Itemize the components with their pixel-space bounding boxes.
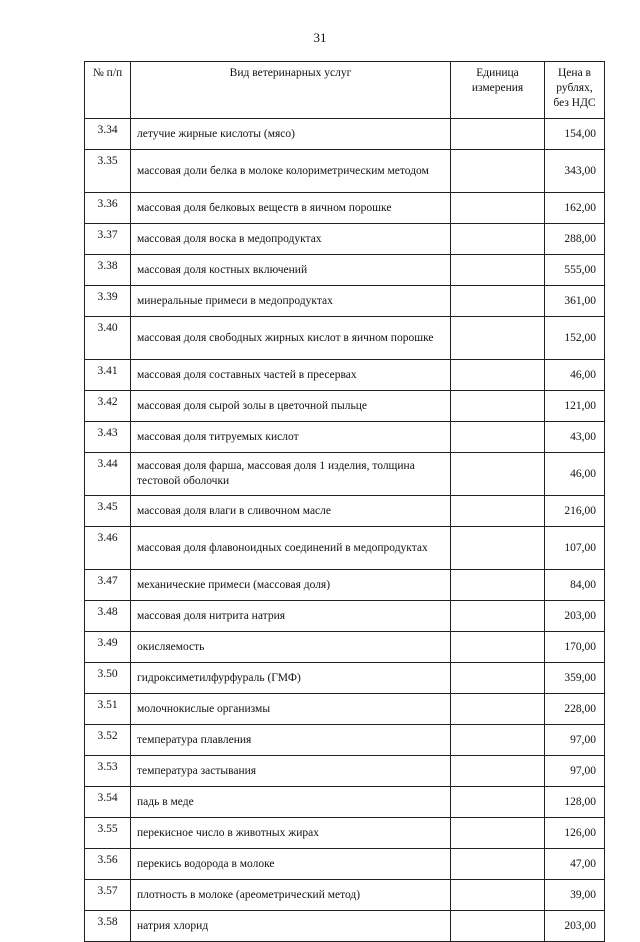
cell-name: массовая доля белковых веществ в яичном порошке	[131, 193, 451, 224]
table-row	[85, 496, 605, 527]
cell-unit	[451, 527, 545, 570]
table-row	[85, 150, 605, 193]
cell-price: 170,00	[545, 632, 605, 663]
cell-name: минеральные примеси в медопродуктах	[131, 286, 451, 317]
cell-unit	[451, 694, 545, 725]
cell-price: 46,00	[545, 453, 605, 496]
cell-price: 162,00	[545, 193, 605, 224]
cell-name: массовая доля нитрита натрия	[131, 601, 451, 632]
table-row	[85, 911, 605, 942]
cell-name: гидроксиметилфурфураль (ГМФ)	[131, 663, 451, 694]
cell-price: 126,00	[545, 818, 605, 849]
table-row	[85, 422, 605, 453]
price-table	[84, 61, 605, 942]
cell-num: 3.49	[85, 632, 131, 663]
cell-unit	[451, 496, 545, 527]
cell-unit	[451, 453, 545, 496]
cell-price: 39,00	[545, 880, 605, 911]
cell-num: 3.38	[85, 255, 131, 286]
cell-num: 3.52	[85, 725, 131, 756]
header-service: Вид ветеринарных услуг	[131, 62, 451, 119]
cell-price: 359,00	[545, 663, 605, 694]
cell-name: массовая доля воска в медопродуктах	[131, 224, 451, 255]
cell-name: массовая доля флавоноидных соединений в медопродуктах	[131, 527, 451, 570]
table-row	[85, 193, 605, 224]
cell-price: 555,00	[545, 255, 605, 286]
cell-num: 3.54	[85, 787, 131, 818]
cell-name: массовая доля составных частей в пресервах	[131, 360, 451, 391]
cell-unit	[451, 422, 545, 453]
cell-unit	[451, 601, 545, 632]
cell-name: падь в меде	[131, 787, 451, 818]
cell-unit	[451, 119, 545, 150]
cell-num: 3.41	[85, 360, 131, 391]
cell-unit	[451, 286, 545, 317]
cell-unit	[451, 787, 545, 818]
table-row	[85, 286, 605, 317]
cell-unit	[451, 849, 545, 880]
table-row	[85, 224, 605, 255]
cell-num: 3.35	[85, 150, 131, 193]
cell-unit	[451, 725, 545, 756]
table-row	[85, 453, 605, 496]
cell-num: 3.55	[85, 818, 131, 849]
cell-price: 203,00	[545, 911, 605, 942]
table-row	[85, 317, 605, 360]
cell-name: перекись водорода в молоке	[131, 849, 451, 880]
cell-name: плотность в молоке (ареометрический метод)	[131, 880, 451, 911]
cell-price: 361,00	[545, 286, 605, 317]
cell-name: массовая доля костных включений	[131, 255, 451, 286]
cell-num: 3.48	[85, 601, 131, 632]
cell-name: температура плавления	[131, 725, 451, 756]
table-row	[85, 849, 605, 880]
cell-name: температура застывания	[131, 756, 451, 787]
cell-price: 203,00	[545, 601, 605, 632]
cell-num: 3.53	[85, 756, 131, 787]
header-num: № п/п	[85, 62, 131, 119]
cell-name: натрия хлорид	[131, 911, 451, 942]
cell-unit	[451, 360, 545, 391]
cell-price: 154,00	[545, 119, 605, 150]
cell-unit	[451, 255, 545, 286]
table-row	[85, 694, 605, 725]
cell-num: 3.43	[85, 422, 131, 453]
cell-num: 3.51	[85, 694, 131, 725]
cell-price: 107,00	[545, 527, 605, 570]
cell-unit	[451, 391, 545, 422]
table-row	[85, 632, 605, 663]
cell-price: 97,00	[545, 725, 605, 756]
cell-price: 97,00	[545, 756, 605, 787]
cell-price: 343,00	[545, 150, 605, 193]
cell-price: 47,00	[545, 849, 605, 880]
table-row	[85, 818, 605, 849]
cell-unit	[451, 818, 545, 849]
cell-num: 3.42	[85, 391, 131, 422]
cell-num: 3.57	[85, 880, 131, 911]
header-unit: Единица измерения	[451, 62, 545, 119]
cell-unit	[451, 880, 545, 911]
table-row	[85, 360, 605, 391]
cell-num: 3.56	[85, 849, 131, 880]
cell-num: 3.40	[85, 317, 131, 360]
cell-unit	[451, 317, 545, 360]
table-row	[85, 570, 605, 601]
cell-name: механические примеси (массовая доля)	[131, 570, 451, 601]
cell-num: 3.37	[85, 224, 131, 255]
cell-price: 128,00	[545, 787, 605, 818]
table-row	[85, 663, 605, 694]
cell-num: 3.47	[85, 570, 131, 601]
table-row	[85, 880, 605, 911]
table-row	[85, 527, 605, 570]
page-number: 31	[313, 30, 327, 45]
cell-price: 152,00	[545, 317, 605, 360]
cell-unit	[451, 150, 545, 193]
cell-unit	[451, 911, 545, 942]
cell-name: массовая доля фарша, массовая доля 1 изделия, толщина тестовой оболочки	[131, 453, 451, 496]
table-row	[85, 725, 605, 756]
cell-num: 3.45	[85, 496, 131, 527]
cell-name: массовая доля свободных жирных кислот в яичном порошке	[131, 317, 451, 360]
cell-price: 121,00	[545, 391, 605, 422]
cell-unit	[451, 632, 545, 663]
cell-num: 3.50	[85, 663, 131, 694]
table-row	[85, 255, 605, 286]
cell-num: 3.46	[85, 527, 131, 570]
table-row	[85, 119, 605, 150]
cell-name: массовая доля сырой золы в цветочной пыльце	[131, 391, 451, 422]
table-row	[85, 787, 605, 818]
table-row	[85, 756, 605, 787]
cell-name: перекисное число в животных жирах	[131, 818, 451, 849]
cell-price: 43,00	[545, 422, 605, 453]
table-row	[85, 391, 605, 422]
cell-unit	[451, 756, 545, 787]
cell-unit	[451, 193, 545, 224]
cell-name: массовая доля влаги в сливочном масле	[131, 496, 451, 527]
cell-num: 3.39	[85, 286, 131, 317]
cell-price: 216,00	[545, 496, 605, 527]
cell-unit	[451, 224, 545, 255]
cell-price: 228,00	[545, 694, 605, 725]
cell-num: 3.58	[85, 911, 131, 942]
cell-num: 3.36	[85, 193, 131, 224]
cell-name: молочнокислые организмы	[131, 694, 451, 725]
cell-price: 46,00	[545, 360, 605, 391]
cell-name: массовая доля титруемых кислот	[131, 422, 451, 453]
table-row	[85, 601, 605, 632]
cell-num: 3.34	[85, 119, 131, 150]
cell-price: 84,00	[545, 570, 605, 601]
header-price: Цена в рублях, без НДС	[545, 62, 605, 119]
cell-unit	[451, 570, 545, 601]
cell-num: 3.44	[85, 453, 131, 496]
cell-name: окисляемость	[131, 632, 451, 663]
cell-price: 288,00	[545, 224, 605, 255]
cell-name: массовая доли белка в молоке колориметрическим методом	[131, 150, 451, 193]
table-header-row	[85, 62, 605, 119]
cell-name: летучие жирные кислоты (мясо)	[131, 119, 451, 150]
table-body	[85, 119, 605, 942]
cell-unit	[451, 663, 545, 694]
